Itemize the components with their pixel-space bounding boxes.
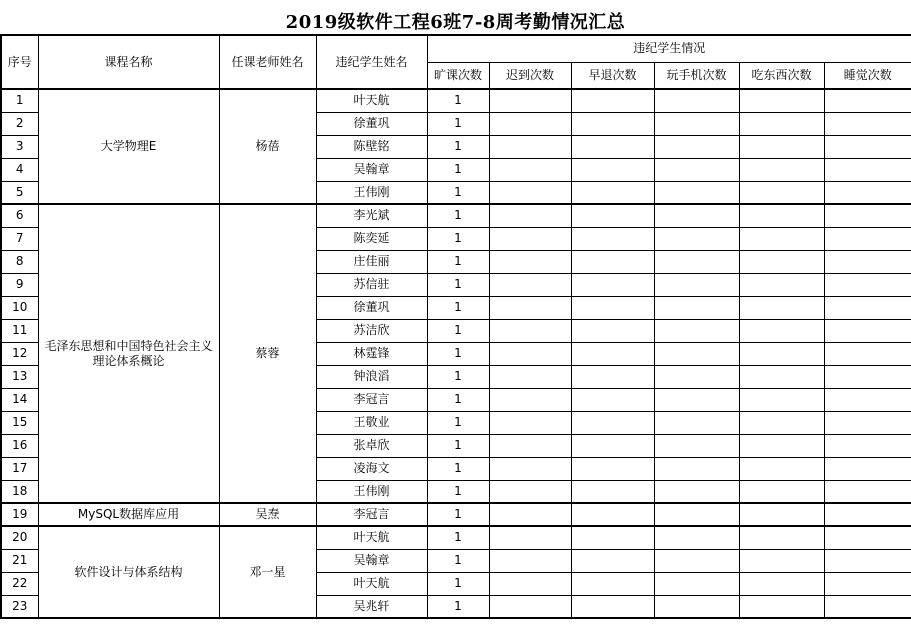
student-name-cell: 苏洁欣 — [316, 319, 427, 342]
row-index-cell: 13 — [1, 365, 38, 388]
row-index-cell: 18 — [1, 480, 38, 503]
count-cell-2 — [571, 595, 654, 618]
count-cell-2 — [571, 135, 654, 158]
course-name-cell: MySQL数据库应用 — [38, 503, 219, 526]
count-cell-0: 1 — [427, 595, 489, 618]
count-cell-5 — [824, 480, 911, 503]
count-cell-5 — [824, 250, 911, 273]
header-index: 序号 — [1, 35, 38, 89]
count-cell-0: 1 — [427, 227, 489, 250]
count-cell-2 — [571, 388, 654, 411]
row-index-cell: 6 — [1, 204, 38, 227]
count-cell-4 — [739, 319, 824, 342]
count-cell-3 — [654, 549, 739, 572]
page-title: 2019级软件工程6班7-8周考勤情况汇总 — [285, 12, 626, 33]
header-early-leave-count: 早退次数 — [571, 62, 654, 89]
count-cell-1 — [489, 572, 571, 595]
count-cell-5 — [824, 342, 911, 365]
student-name-cell: 叶天航 — [316, 572, 427, 595]
header-teacher: 任课老师姓名 — [219, 35, 316, 89]
count-cell-3 — [654, 296, 739, 319]
course-name-cell: 毛泽东思想和中国特色社会主义理论体系概论 — [38, 204, 219, 503]
student-name-cell: 叶天航 — [316, 89, 427, 112]
row-index-cell: 2 — [1, 112, 38, 135]
count-cell-3 — [654, 319, 739, 342]
row-index-cell: 21 — [1, 549, 38, 572]
count-cell-1 — [489, 227, 571, 250]
count-cell-4 — [739, 112, 824, 135]
count-cell-3 — [654, 503, 739, 526]
count-cell-1 — [489, 595, 571, 618]
student-name-cell: 陈壁铭 — [316, 135, 427, 158]
count-cell-4 — [739, 181, 824, 204]
count-cell-1 — [489, 296, 571, 319]
count-cell-3 — [654, 250, 739, 273]
count-cell-5 — [824, 388, 911, 411]
count-cell-4 — [739, 296, 824, 319]
count-cell-1 — [489, 181, 571, 204]
count-cell-0: 1 — [427, 572, 489, 595]
count-cell-0: 1 — [427, 135, 489, 158]
count-cell-4 — [739, 158, 824, 181]
count-cell-0: 1 — [427, 89, 489, 112]
count-cell-3 — [654, 181, 739, 204]
count-cell-0: 1 — [427, 296, 489, 319]
header-violation-group: 违纪学生情况 — [427, 35, 911, 62]
count-cell-4 — [739, 388, 824, 411]
count-cell-2 — [571, 572, 654, 595]
count-cell-1 — [489, 503, 571, 526]
count-cell-0: 1 — [427, 480, 489, 503]
count-cell-1 — [489, 204, 571, 227]
count-cell-2 — [571, 365, 654, 388]
count-cell-5 — [824, 135, 911, 158]
count-cell-3 — [654, 135, 739, 158]
count-cell-4 — [739, 365, 824, 388]
count-cell-1 — [489, 457, 571, 480]
count-cell-1 — [489, 388, 571, 411]
header-row-top — [1, 35, 911, 62]
student-name-cell: 叶天航 — [316, 526, 427, 549]
count-cell-1 — [489, 365, 571, 388]
count-cell-2 — [571, 181, 654, 204]
count-cell-1 — [489, 112, 571, 135]
row-index-cell: 11 — [1, 319, 38, 342]
count-cell-3 — [654, 89, 739, 112]
count-cell-1 — [489, 549, 571, 572]
count-cell-4 — [739, 526, 824, 549]
row-index-cell: 10 — [1, 296, 38, 319]
header-phone-count: 玩手机次数 — [654, 62, 739, 89]
count-cell-4 — [739, 595, 824, 618]
count-cell-4 — [739, 411, 824, 434]
count-cell-1 — [489, 319, 571, 342]
count-cell-2 — [571, 342, 654, 365]
count-cell-5 — [824, 112, 911, 135]
count-cell-5 — [824, 595, 911, 618]
count-cell-2 — [571, 158, 654, 181]
count-cell-5 — [824, 411, 911, 434]
count-cell-0: 1 — [427, 365, 489, 388]
course-name-cell: 大学物理E — [38, 89, 219, 204]
count-cell-3 — [654, 434, 739, 457]
count-cell-3 — [654, 457, 739, 480]
header-student: 违纪学生姓名 — [316, 35, 427, 89]
table-row — [1, 89, 911, 112]
count-cell-0: 1 — [427, 204, 489, 227]
count-cell-3 — [654, 112, 739, 135]
count-cell-2 — [571, 204, 654, 227]
count-cell-5 — [824, 273, 911, 296]
row-index-cell: 12 — [1, 342, 38, 365]
count-cell-2 — [571, 227, 654, 250]
count-cell-1 — [489, 135, 571, 158]
header-sleeping-count: 睡觉次数 — [824, 62, 911, 89]
count-cell-3 — [654, 480, 739, 503]
header-eating-count: 吃东西次数 — [739, 62, 824, 89]
count-cell-0: 1 — [427, 273, 489, 296]
attendance-table — [0, 34, 911, 619]
count-cell-3 — [654, 365, 739, 388]
count-cell-4 — [739, 342, 824, 365]
table-row — [1, 204, 911, 227]
count-cell-2 — [571, 549, 654, 572]
table-row — [1, 503, 911, 526]
student-name-cell: 李冠言 — [316, 503, 427, 526]
count-cell-4 — [739, 250, 824, 273]
teacher-name-cell: 邓一星 — [219, 526, 316, 618]
row-index-cell: 4 — [1, 158, 38, 181]
teacher-name-cell: 吴焘 — [219, 503, 316, 526]
count-cell-0: 1 — [427, 112, 489, 135]
student-name-cell: 陈奕延 — [316, 227, 427, 250]
count-cell-4 — [739, 227, 824, 250]
count-cell-4 — [739, 89, 824, 112]
student-name-cell: 王伟刚 — [316, 480, 427, 503]
count-cell-3 — [654, 273, 739, 296]
count-cell-2 — [571, 250, 654, 273]
count-cell-2 — [571, 411, 654, 434]
student-name-cell: 吴翰章 — [316, 549, 427, 572]
student-name-cell: 李冠言 — [316, 388, 427, 411]
student-name-cell: 徐董巩 — [316, 112, 427, 135]
row-index-cell: 1 — [1, 89, 38, 112]
count-cell-4 — [739, 273, 824, 296]
row-index-cell: 9 — [1, 273, 38, 296]
count-cell-2 — [571, 296, 654, 319]
count-cell-2 — [571, 112, 654, 135]
count-cell-3 — [654, 572, 739, 595]
count-cell-0: 1 — [427, 181, 489, 204]
count-cell-3 — [654, 526, 739, 549]
student-name-cell: 王敬业 — [316, 411, 427, 434]
count-cell-0: 1 — [427, 526, 489, 549]
student-name-cell: 吴兆轩 — [316, 595, 427, 618]
count-cell-5 — [824, 549, 911, 572]
count-cell-0: 1 — [427, 388, 489, 411]
row-index-cell: 7 — [1, 227, 38, 250]
count-cell-4 — [739, 434, 824, 457]
row-index-cell: 16 — [1, 434, 38, 457]
count-cell-4 — [739, 503, 824, 526]
row-index-cell: 15 — [1, 411, 38, 434]
count-cell-3 — [654, 158, 739, 181]
count-cell-1 — [489, 480, 571, 503]
count-cell-5 — [824, 319, 911, 342]
count-cell-0: 1 — [427, 342, 489, 365]
row-index-cell: 22 — [1, 572, 38, 595]
header-course: 课程名称 — [38, 35, 219, 89]
count-cell-0: 1 — [427, 503, 489, 526]
count-cell-3 — [654, 342, 739, 365]
count-cell-5 — [824, 227, 911, 250]
student-name-cell: 凌海文 — [316, 457, 427, 480]
row-index-cell: 19 — [1, 503, 38, 526]
student-name-cell: 张卓欣 — [316, 434, 427, 457]
count-cell-4 — [739, 135, 824, 158]
student-name-cell: 钟浪滔 — [316, 365, 427, 388]
count-cell-5 — [824, 89, 911, 112]
count-cell-0: 1 — [427, 250, 489, 273]
row-index-cell: 17 — [1, 457, 38, 480]
count-cell-1 — [489, 434, 571, 457]
count-cell-0: 1 — [427, 549, 489, 572]
count-cell-0: 1 — [427, 457, 489, 480]
count-cell-0: 1 — [427, 434, 489, 457]
count-cell-0: 1 — [427, 319, 489, 342]
student-name-cell: 苏信驻 — [316, 273, 427, 296]
count-cell-4 — [739, 572, 824, 595]
count-cell-5 — [824, 572, 911, 595]
attendance-table-body — [1, 89, 911, 618]
count-cell-4 — [739, 457, 824, 480]
teacher-name-cell: 蔡蓉 — [219, 204, 316, 503]
count-cell-4 — [739, 549, 824, 572]
count-cell-3 — [654, 227, 739, 250]
student-name-cell: 王伟刚 — [316, 181, 427, 204]
header-late-count: 迟到次数 — [489, 62, 571, 89]
row-index-cell: 5 — [1, 181, 38, 204]
count-cell-2 — [571, 503, 654, 526]
count-cell-5 — [824, 503, 911, 526]
student-name-cell: 徐董巩 — [316, 296, 427, 319]
count-cell-1 — [489, 342, 571, 365]
count-cell-1 — [489, 158, 571, 181]
student-name-cell: 吴翰章 — [316, 158, 427, 181]
count-cell-3 — [654, 595, 739, 618]
row-index-cell: 3 — [1, 135, 38, 158]
row-index-cell: 23 — [1, 595, 38, 618]
count-cell-2 — [571, 319, 654, 342]
count-cell-3 — [654, 388, 739, 411]
row-index-cell: 8 — [1, 250, 38, 273]
count-cell-5 — [824, 434, 911, 457]
count-cell-5 — [824, 296, 911, 319]
count-cell-5 — [824, 204, 911, 227]
student-name-cell: 李光斌 — [316, 204, 427, 227]
count-cell-2 — [571, 526, 654, 549]
count-cell-1 — [489, 89, 571, 112]
row-index-cell: 14 — [1, 388, 38, 411]
teacher-name-cell: 杨蓓 — [219, 89, 316, 204]
count-cell-4 — [739, 480, 824, 503]
count-cell-5 — [824, 365, 911, 388]
count-cell-2 — [571, 89, 654, 112]
count-cell-5 — [824, 526, 911, 549]
count-cell-4 — [739, 204, 824, 227]
count-cell-2 — [571, 457, 654, 480]
row-index-cell: 20 — [1, 526, 38, 549]
count-cell-0: 1 — [427, 158, 489, 181]
header-absent-count: 旷课次数 — [427, 62, 489, 89]
count-cell-1 — [489, 526, 571, 549]
count-cell-3 — [654, 204, 739, 227]
count-cell-2 — [571, 480, 654, 503]
count-cell-3 — [654, 411, 739, 434]
table-row — [1, 526, 911, 549]
count-cell-1 — [489, 273, 571, 296]
count-cell-1 — [489, 411, 571, 434]
count-cell-2 — [571, 273, 654, 296]
count-cell-2 — [571, 434, 654, 457]
course-name-cell: 软件设计与体系结构 — [38, 526, 219, 618]
table-header — [1, 35, 911, 89]
count-cell-5 — [824, 158, 911, 181]
count-cell-0: 1 — [427, 411, 489, 434]
student-name-cell: 林霆锋 — [316, 342, 427, 365]
student-name-cell: 庄佳丽 — [316, 250, 427, 273]
count-cell-1 — [489, 250, 571, 273]
count-cell-5 — [824, 181, 911, 204]
count-cell-5 — [824, 457, 911, 480]
